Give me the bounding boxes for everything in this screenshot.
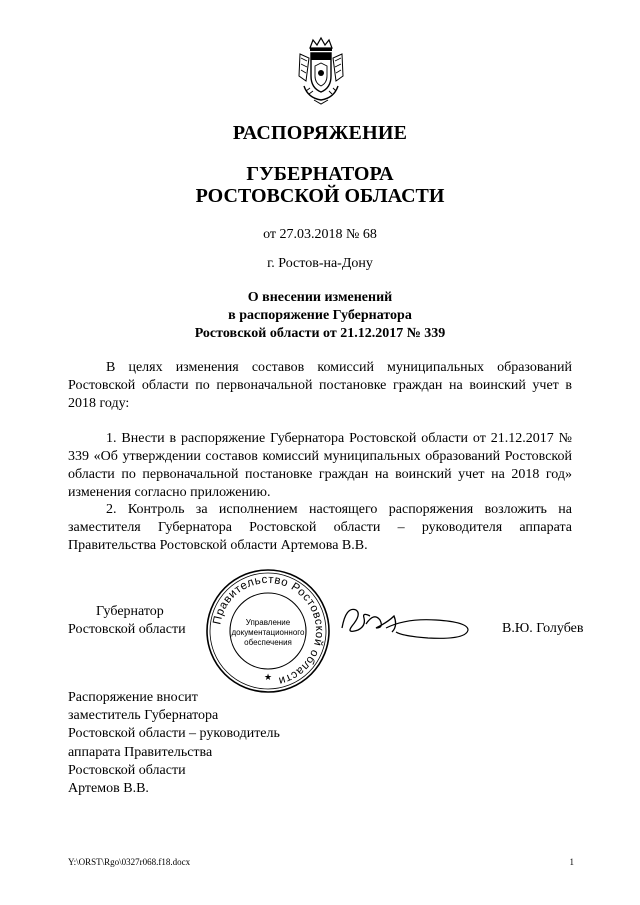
handwritten-signature xyxy=(336,598,476,646)
issuer-title-line2: РОСТОВСКОЙ ОБЛАСТИ xyxy=(195,185,445,207)
footer-file-path: Y:\ORST\Rgo\0327r068.f18.docx xyxy=(68,857,191,867)
item-2-paragraph: 2. Контроль за исполнением настоящего распоряжения возложить на заместителя Губернатора Ростовской области – руководителя аппарата Правительства Ростовской области Артемова В.В. xyxy=(68,502,572,553)
signer-title-line1: Губернатор xyxy=(96,604,164,619)
footer-page-number: 1 xyxy=(569,857,574,867)
stamp-star-icon: ★ xyxy=(263,672,273,682)
stamp-inner-line3: обеспечения xyxy=(244,638,292,647)
document-date-number: от 27.03.2018 № 68 xyxy=(263,227,377,242)
subject-line2: в распоряжение Губернатора xyxy=(228,308,412,323)
signer-name: В.Ю. Голубев xyxy=(502,621,584,636)
executor-line: Ростовской области – руководитель xyxy=(68,726,280,742)
executor-line: аппарата Правительства xyxy=(68,744,213,760)
stamp-inner-line1: Управление xyxy=(245,618,291,627)
document-place: г. Ростов-на-Дону xyxy=(267,256,373,271)
intro-paragraph: В целях изменения составов комиссий муниципальных образований Ростовской области по первоначальной постановке граждан на воинский учет в 2018 году: xyxy=(68,360,572,411)
executor-line: заместитель Губернатора xyxy=(68,708,219,724)
executor-line: Ростовской области xyxy=(68,762,186,778)
document-type-title: РАСПОРЯЖЕНИЕ xyxy=(232,122,408,144)
subject-line1: О внесении изменений xyxy=(247,290,393,305)
coat-of-arms-icon xyxy=(296,36,346,106)
signer-title-line2: Ростовской области xyxy=(68,622,186,637)
subject-line3: Ростовской области от 21.12.2017 № 339 xyxy=(194,326,446,341)
issuer-title-line1: ГУБЕРНАТОРА xyxy=(246,163,394,185)
official-stamp xyxy=(204,567,332,695)
stamp-outer-text: Правительство Ростовской области xyxy=(211,573,326,687)
executor-line: Артемов В.В. xyxy=(68,781,149,797)
item-1-paragraph: 1. Внести в распоряжение Губернатора Ростовской области от 21.12.2017 № 339 «Об утверждении составов комиссий муниципальных образований Ростовской области по первоначальной постановке граждан на воинский учет на 2018 год» изменения согласно приложению. xyxy=(68,431,572,500)
executor-block xyxy=(68,689,280,798)
executor-line: Распоряжение вносит xyxy=(68,690,198,705)
stamp-inner-line2: документационного xyxy=(231,628,305,637)
